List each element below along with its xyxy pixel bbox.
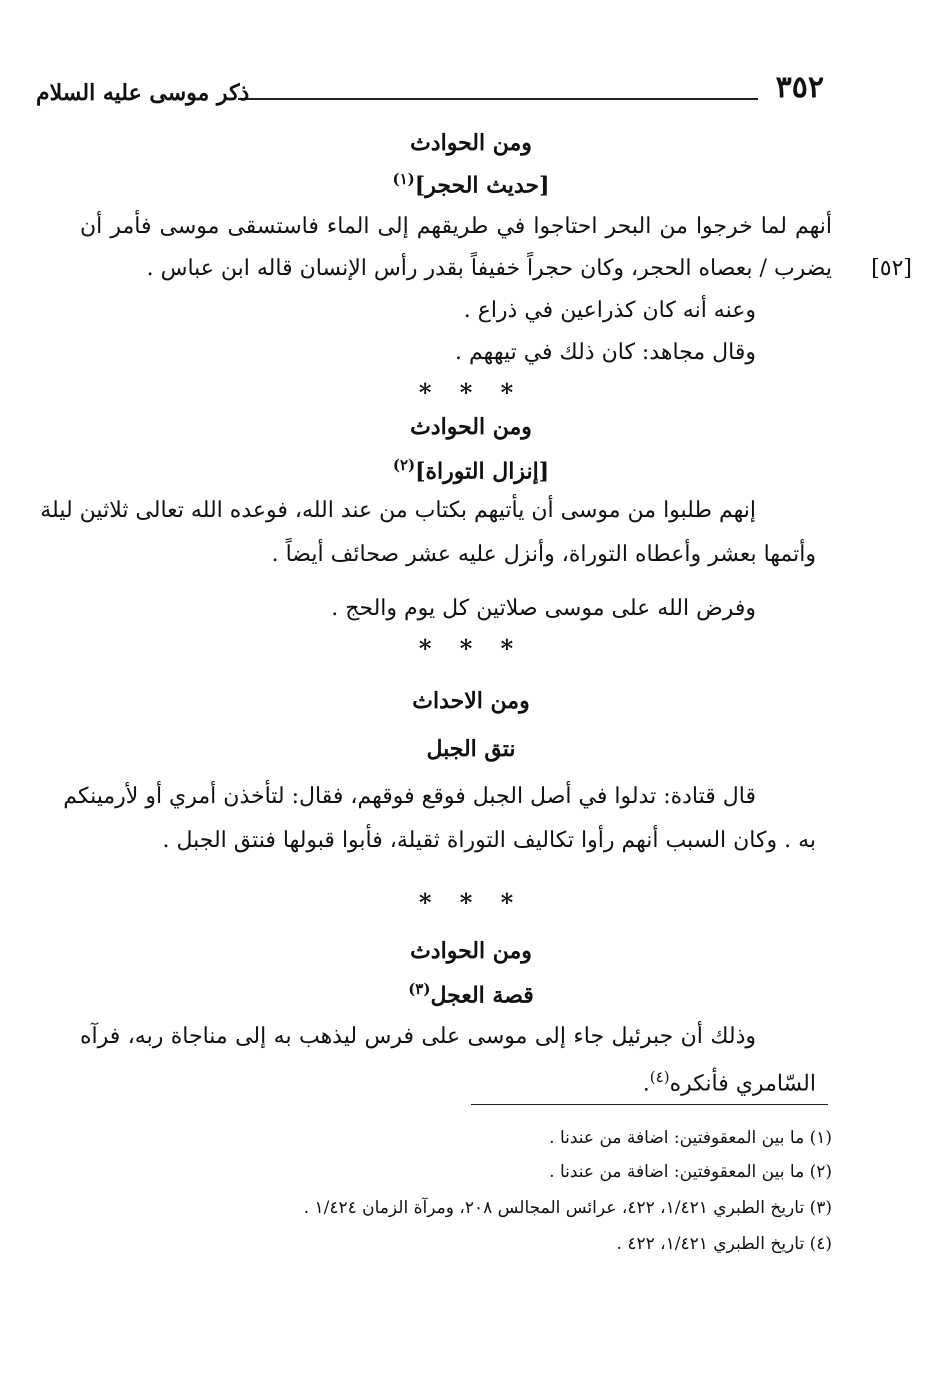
paragraph-line: وقال مجاهد: كان ذلك في تيههم .: [455, 340, 756, 365]
section-title-text: قصة العجل: [430, 982, 534, 1009]
footnote-ref: (٤): [649, 1068, 670, 1086]
paragraph-end: .: [642, 1071, 650, 1097]
footnote: (٢) ما بين المعقوفتين: اضافة من عندنا .: [549, 1162, 832, 1182]
section-separator: * * *: [418, 634, 524, 663]
paragraph-line: وأتمها بعشر وأعطاه التوراة، وأنزل عليه عشر صحائف أيضاً .: [271, 542, 816, 567]
paragraph-line: يضرب / بعصاه الحجر، وكان حجراً خفيفاً بقدر رأس الإنسان قاله ابن عباس .: [146, 256, 832, 281]
section-separator: * * *: [418, 378, 524, 407]
paragraph-text: السّامري فأنكره: [669, 1071, 816, 1097]
paragraph-line: وفرض الله على موسى صلاتين كل يوم والحج .: [331, 596, 756, 621]
section-title-text: [حديث الحجر]: [414, 172, 550, 199]
section-heading: ومن الحوادث: [410, 414, 532, 440]
section-heading: ومن الحوادث: [410, 938, 532, 964]
section-heading: ومن الحوادث: [410, 130, 532, 156]
paragraph-line: قال قتادة: تدلوا في أصل الجبل فوقع فوقهم، فقال: لتأخذن أمري أو لأرمينكم: [63, 784, 756, 809]
footnote: (٣) تاريخ الطبري ١/٤٢١، ٤٢٢، عرائس المجالس ٢٠٨، ومرآة الزمان ١/٤٢٤ .: [303, 1198, 832, 1218]
paragraph-line: [643, 1068, 816, 1096]
margin-page-ref: [٥٢]: [871, 256, 912, 281]
page-number: ٣٥٢: [775, 70, 824, 105]
footnote-rule: [471, 1104, 828, 1105]
paragraph-line: أنهم لما خرجوا من البحر احتاجوا في طريقهم إلى الماء فاستسقى موسى فأمر أن: [80, 214, 832, 239]
paragraph-line: به . وكان السبب أنهم رأوا تكاليف التوراة ثقيلة، فأبوا قبولها فنتق الجبل .: [162, 828, 816, 853]
section-title: [0, 170, 942, 198]
section-title: [0, 456, 942, 484]
footnote-ref: (٣): [408, 980, 431, 998]
section-title: [0, 980, 942, 1008]
footnote: (١) ما بين المعقوفتين: اضافة من عندنا .: [549, 1128, 832, 1148]
footnote-ref: (١): [392, 170, 415, 188]
footnote-ref: (٢): [392, 456, 416, 474]
footnote: (٤) تاريخ الطبري ١/٤٢١، ٤٢٢ .: [616, 1234, 832, 1254]
paragraph-line: إنهم طلبوا من موسى أن يأتيهم بكتاب من عند الله، فوعده الله تعالى ثلاثين ليلة: [40, 498, 756, 523]
running-title: ذكر موسى عليه السلام: [36, 80, 250, 106]
header-rule: [238, 98, 758, 100]
section-title-text: [إنزال التوراة]: [415, 458, 550, 485]
paragraph-line: وذلك أن جبرئيل جاء إلى موسى على فرس ليذهب به إلى مناجاة ربه، فرآه: [80, 1024, 756, 1049]
section-title: نتق الجبل: [426, 736, 516, 762]
section-heading: ومن الاحداث: [412, 688, 530, 714]
section-separator: * * *: [418, 888, 524, 917]
paragraph-line: وعنه أنه كان كذراعين في ذراع .: [463, 298, 756, 323]
